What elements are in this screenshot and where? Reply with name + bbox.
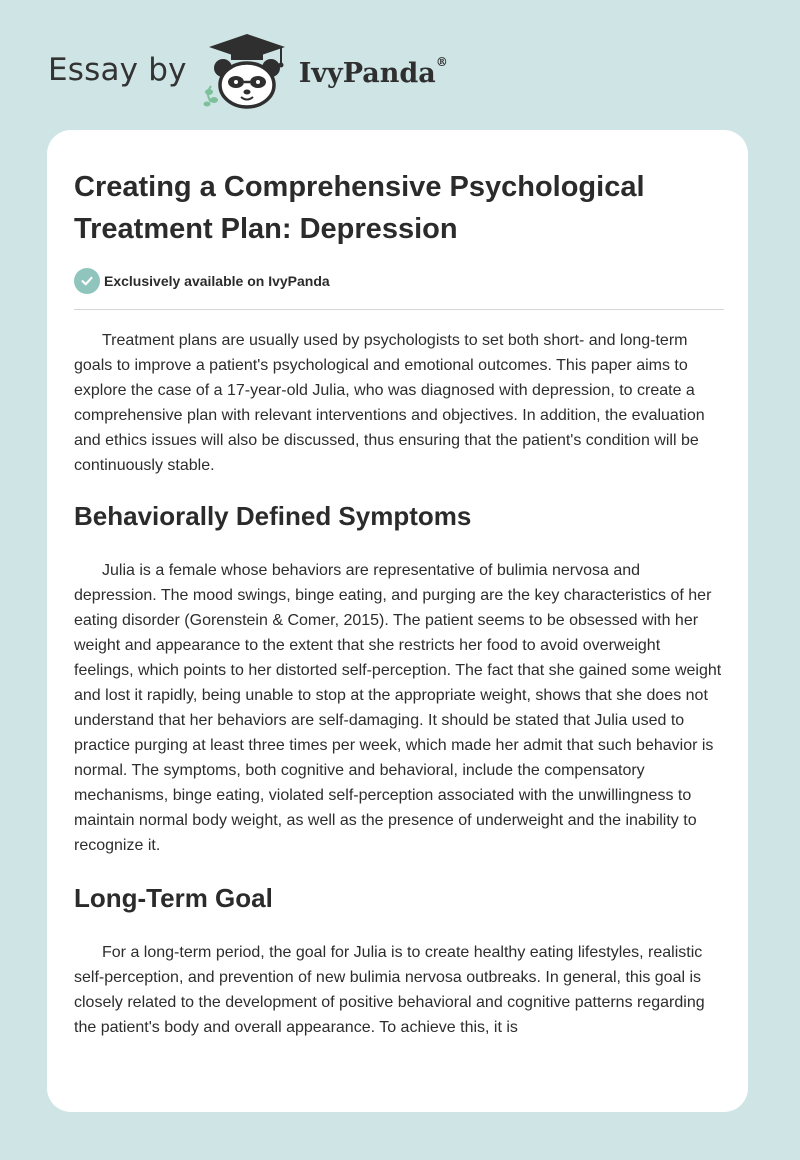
exclusive-label: Exclusively available on IvyPanda xyxy=(104,273,330,289)
essay-content xyxy=(74,166,722,1040)
divider xyxy=(74,309,724,310)
registered-mark: ® xyxy=(435,54,448,69)
essay-title: Creating a Comprehensive Psychological Treatment Plan: Depression xyxy=(74,171,645,245)
section-body-symptoms: Julia is a female whose behaviors are representative of bulimia nervosa and depression. The mood swings, binge eating, and purging are the key characteristics of her eating disorder (Gorenstein & Comer, 2015). The patient seems to be obsessed with her weight and appearance to the extent that she restricts her food to avoid overweight feelings, which points to her distorted self-perception. The fact that she gained some weight and lost it rapidly, being unable to stop at the appropriate weight, shows that she does not understand that her behaviors are self-damaging. It should be stated that Julia used to practice purging at least three times per week, which made her admit that such behavior is normal. The symptoms, both cognitive and behavioral, include the compensatory mechanisms, binge eating, violated self-perception associated with the unwillingness to maintain normal body weight, as well as the presence of underweight and the inability to recognize it. xyxy=(74,562,722,854)
intro-paragraph: Treatment plans are usually used by psychologists to set both short- and long-term goals to improve a patient's psychological and emotional outcomes. This paper aims to explore the case of a 17-year-old Julia, who was diagnosed with depression, to create a comprehensive plan with relevant interventions and objectives. In addition, the evaluation and ethics issues will also be discussed, thus ensuring that the patient's condition will be continuously stable. xyxy=(74,332,705,474)
essay-card xyxy=(47,130,748,1112)
exclusive-badge xyxy=(74,267,722,295)
panda-graduate-icon xyxy=(201,30,293,110)
brand-prefix: Essay by xyxy=(48,52,187,88)
check-icon xyxy=(74,268,100,294)
section-body-long-term-goal: For a long-term period, the goal for Julia is to create healthy eating lifestyles, realistic self-perception, and prevention of new bulimia nervosa outbreaks. In general, this goal is closely related to the development of positive behavioral and cognitive patterns regarding the patient's body and overall appearance. To achieve this, it is xyxy=(74,944,705,1036)
brand-name: IvyPanda® xyxy=(298,54,448,89)
site-brand[interactable] xyxy=(48,30,448,110)
section-heading-long-term-goal: Long-Term Goal xyxy=(74,883,273,913)
section-heading-symptoms: Behaviorally Defined Symptoms xyxy=(74,501,472,531)
